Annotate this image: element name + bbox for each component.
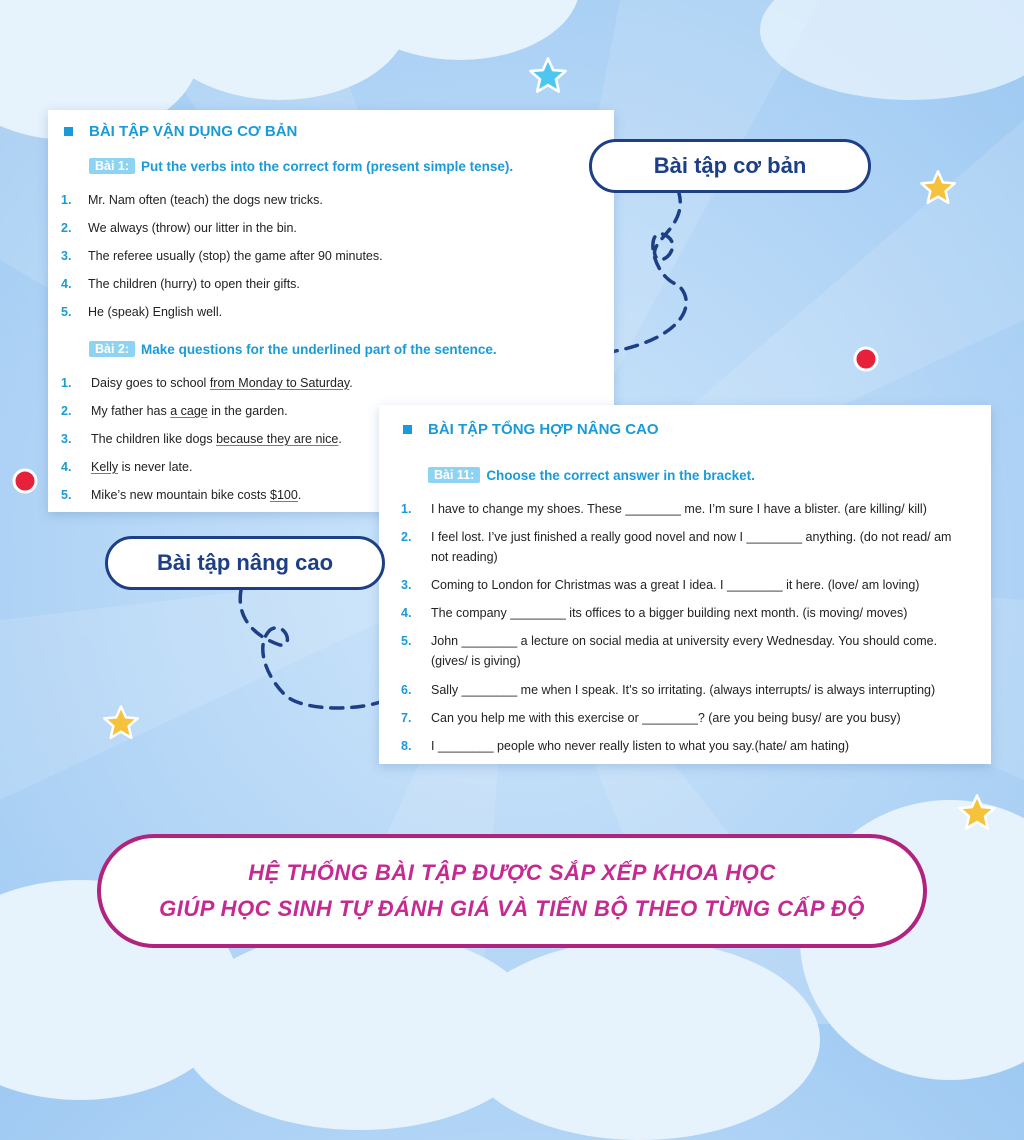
list-item: 8. I ________ people who never really listen to what you say.(hate/ am hating) [401,739,850,753]
underlined-part: a cage [170,404,208,418]
square-bullet-icon [403,425,412,434]
list-item: 4. The company ________ its offices to a bigger building next month. (is moving/ moves) [401,606,908,620]
banner-line-1: HỆ THỐNG BÀI TẬP ĐƯỢC SẮP XẾP KHOA HỌC [248,860,776,885]
list-item: 4. Kelly is never late. [61,460,193,474]
list-item: 1. I have to change my shoes. These ________ me. I’m sure I have a blister. (are killing/ kill) [401,502,927,516]
list-item: 5. He (speak) English well. [61,305,223,319]
basic-section-title: BÀI TẬP VẬN DỤNG CƠ BẢN [64,123,297,140]
exercise-instruction: Choose the correct answer in the bracket. [486,467,755,483]
list-item: 3. The referee usually (stop) the game after 90 minutes. [61,249,383,263]
list-item: 5. John ________ a lecture on social media at university every Wednesday. You should come. (gives/ is giving) [401,634,938,668]
label-basic-exercises: Bài tập cơ bản [589,139,871,193]
exercise-1-heading [89,158,513,174]
cloud-bottom-mid2 [460,940,820,1140]
underlined-part: from Monday to Saturday [209,376,350,390]
list-item: 3. Coming to London for Christmas was a great I idea. I ________ it here. (love/ am loving) [401,578,920,592]
list-item: 5. Mike’s new mountain bike costs $100. [61,488,302,502]
list-item: 7. Can you help me with this exercise or ________? (are you being busy/ are you busy) [401,711,901,725]
exercise-instruction: Put the verbs into the correct form (present simple tense). [141,158,514,174]
list-item: 2. My father has a cage in the garden. [61,404,288,418]
exercise-11-heading [428,467,755,483]
underlined-part: because they are nice [216,432,339,446]
star-icon [101,703,141,743]
advanced-section-title: BÀI TẬP TỔNG HỢP NÂNG CAO [403,421,659,438]
list-item: 4. The children (hurry) to open their gifts. [61,277,300,291]
exercise-badge: Bài 11: [428,467,480,483]
red-dot-icon [852,345,880,373]
star-icon [527,55,569,97]
star-icon [956,792,998,834]
exercise-badge: Bài 2: [89,341,135,357]
red-dot-icon [11,467,39,495]
label-advanced-exercises: Bài tập nâng cao [105,536,385,590]
star-icon [918,168,958,208]
underlined-part: Kelly [91,460,119,474]
list-item: 3. The children like dogs because they are nice. [61,432,342,446]
list-item: 2. We always (throw) our litter in the bin. [61,221,297,235]
list-item: 1. Mr. Nam often (teach) the dogs new tricks. [61,193,323,207]
exercise-instruction: Make questions for the underlined part of the sentence. [141,341,497,357]
underlined-part: $100 [270,488,298,502]
list-item: 1. Daisy goes to school from Monday to Saturday. [61,376,353,390]
bottom-banner [97,834,927,948]
list-item: 2. I feel lost. I’ve just finished a really good novel and now I ________ anything. (do not read/ am not reading) [401,530,952,564]
exercise-2-heading [89,341,497,357]
list-item: 6. Sally ________ me when I speak. It’s so irritating. (always interrupts/ is always interrupting) [401,683,936,697]
exercise-badge: Bài 1: [89,158,135,174]
advanced-exercise-panel [379,405,991,764]
banner-line-2: GIÚP HỌC SINH TỰ ĐÁNH GIÁ VÀ TIẾN BỘ THEO TỪNG CẤP ĐỘ [159,896,865,921]
square-bullet-icon [64,127,73,136]
